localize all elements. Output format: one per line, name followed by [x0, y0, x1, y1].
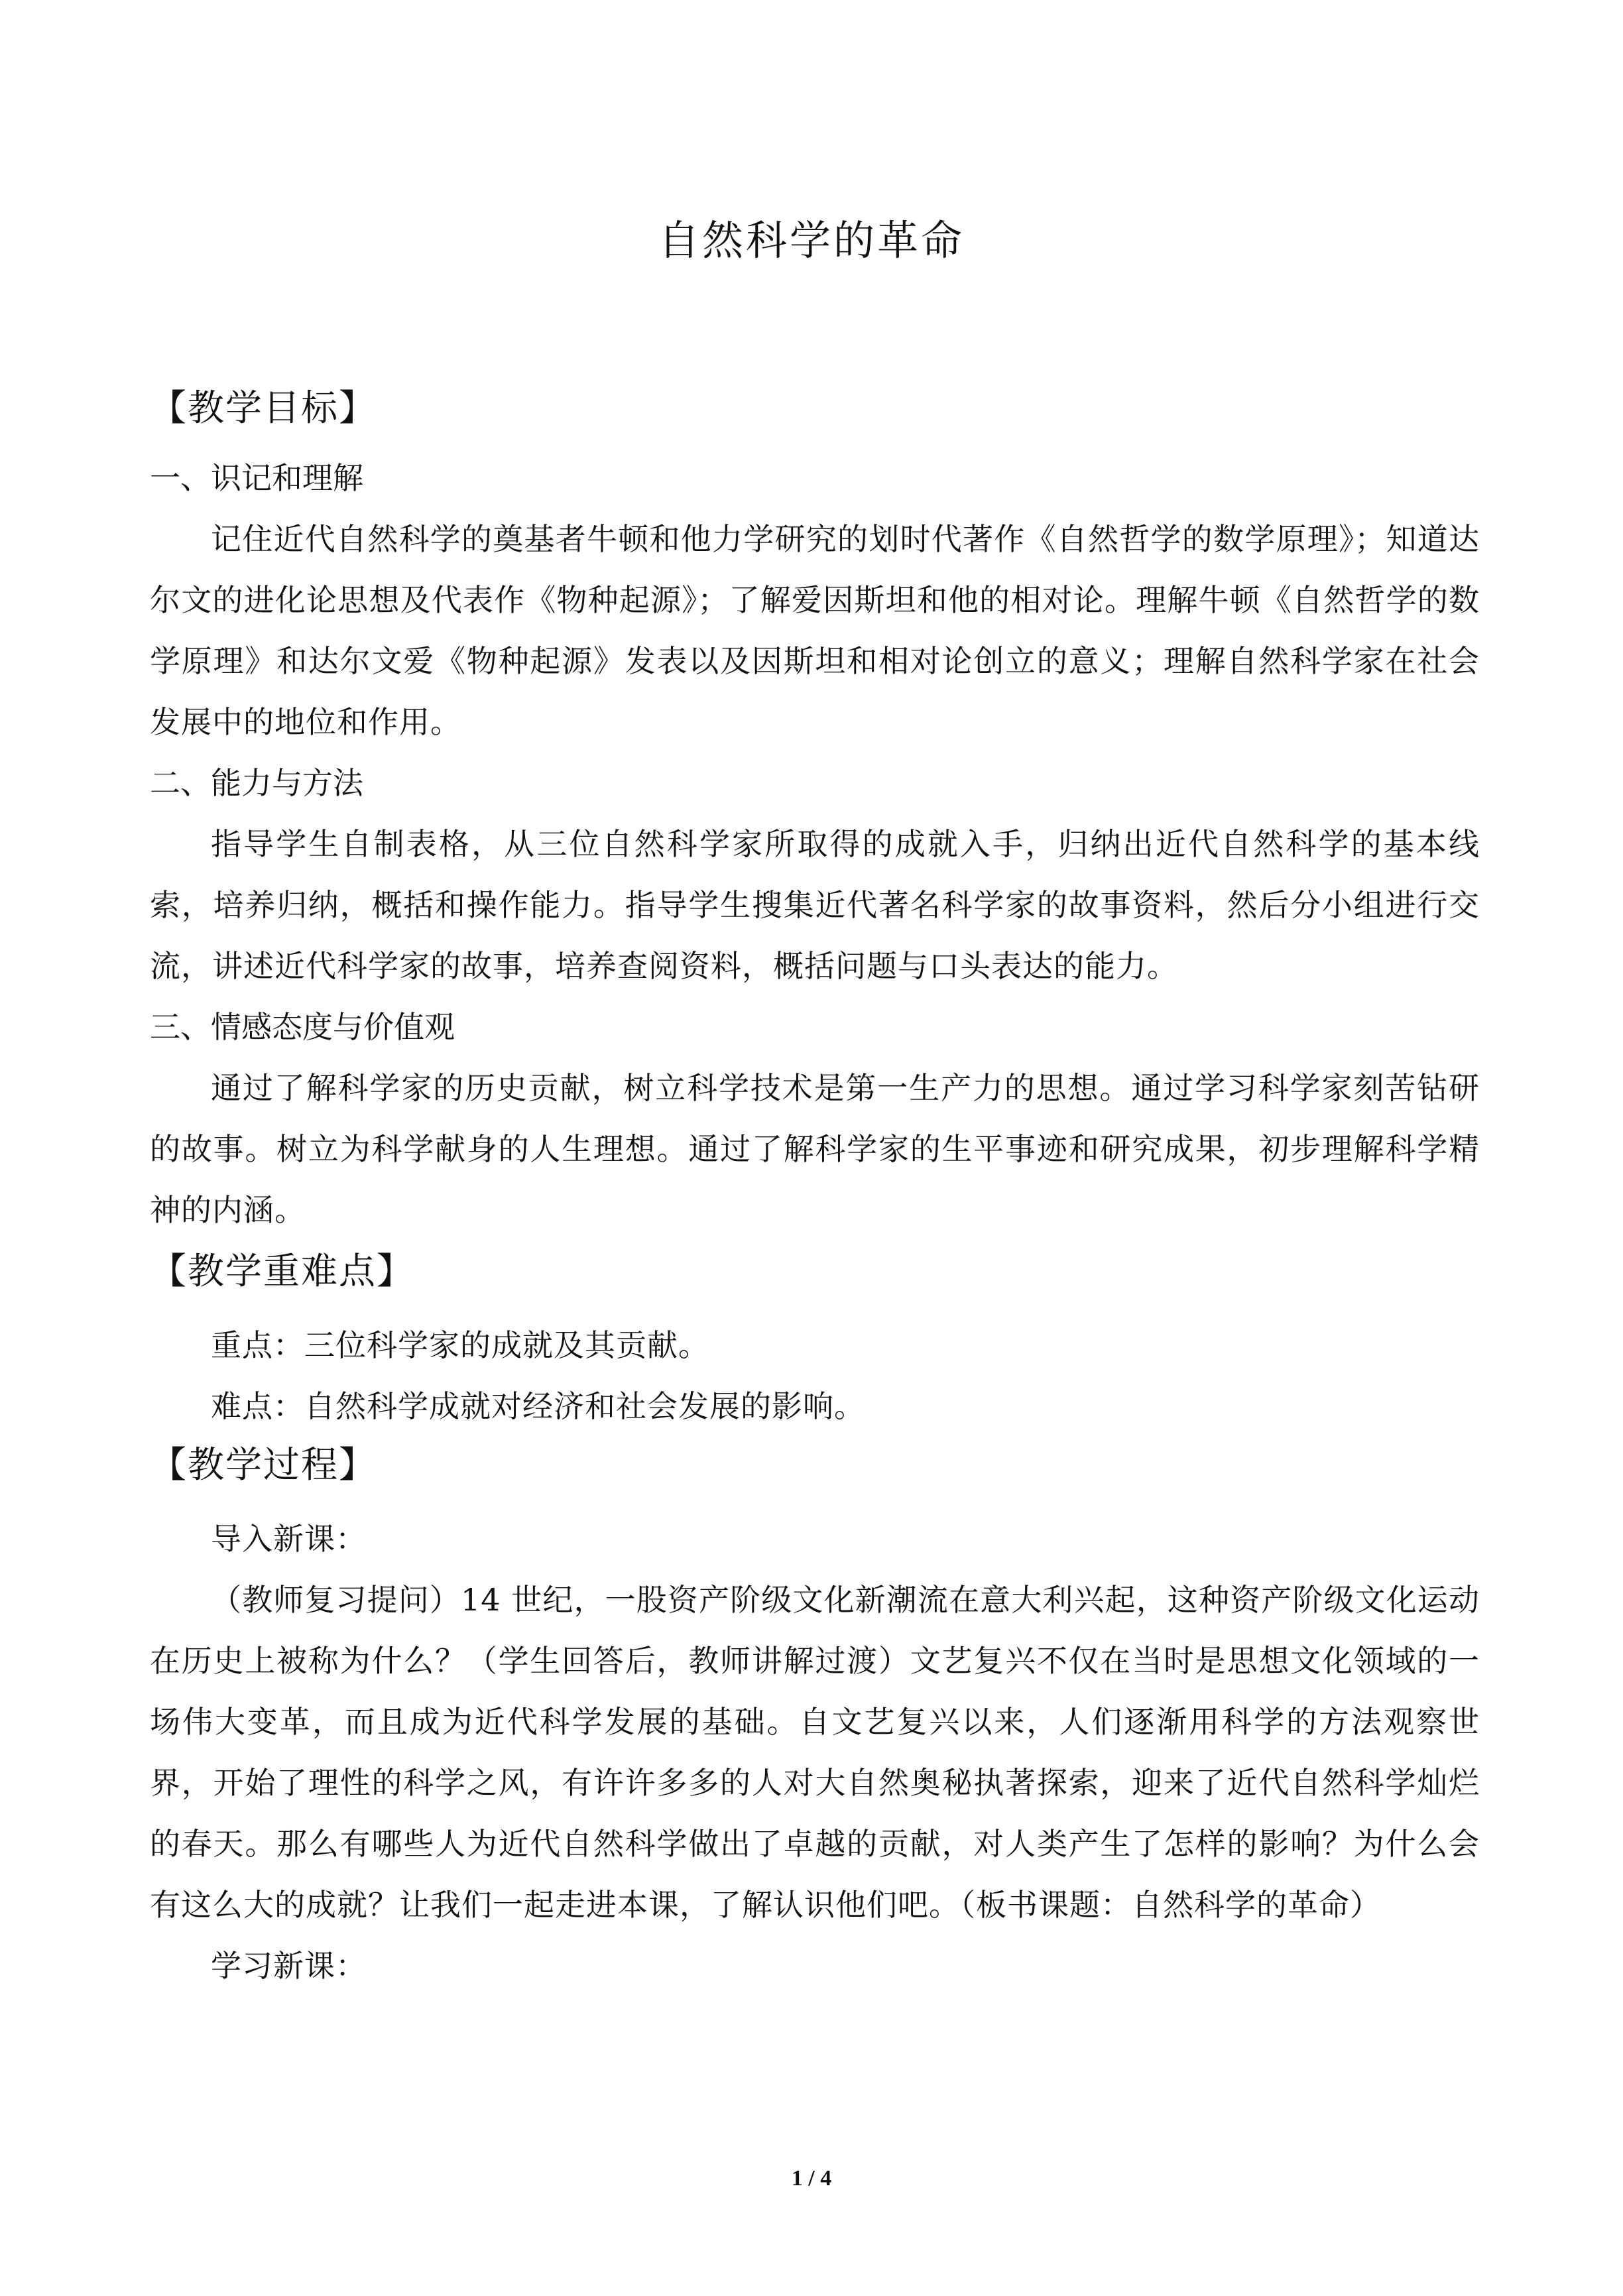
intro-label: 导入新课： — [211, 1521, 367, 1557]
objective-subheading-2: 二、能力与方法 — [150, 765, 363, 801]
objective-text-3: 通过了解科学家的历史贡献，树立科学技术是第一生产力的思想。通过学习科学家刻苦钻研的故事。树立为科学献身的人生理想。通过了解科学家的生平事迹和研究成果，初步理解科学精神的内涵。 — [150, 1070, 1480, 1228]
document-body — [150, 381, 1480, 1996]
page-number: 1 / 4 — [791, 2166, 832, 2191]
section-heading-objectives: 【教学目标】 — [150, 387, 377, 429]
new-lesson-label: 学习新课： — [211, 1948, 367, 1984]
section-heading-key-points: 【教学重难点】 — [150, 1250, 415, 1292]
objective-subheading-3: 三、情感态度与价值观 — [150, 1009, 455, 1045]
objective-text-2: 指导学生自制表格，从三位自然科学家所取得的成就入手，归纳出近代自然科学的基本线索，培养归纳，概括和操作能力。指导学生搜集近代著名科学家的故事资料，然后分小组进行交流，讲述近代科学家的故事，培养查阅资料，概括问题与口头表达的能力。 — [150, 826, 1480, 984]
key-point-text: 重点：三位科学家的成就及其贡献。 — [211, 1327, 709, 1363]
objective-subheading-1: 一、识记和理解 — [150, 460, 363, 496]
document-title: 自然科学的革命 — [658, 216, 965, 265]
objective-text-1: 记住近代自然科学的奠基者牛顿和他力学研究的划时代著作《自然哲学的数学原理》；知道达尔文的进化论思想及代表作《物种起源》；了解爱因斯坦和他的相对论。理解牛顿《自然哲学的数学原理》和达尔文爱《物种起源》发表以及因斯坦和相对论创立的意义；理解自然科学家在社会发展中的地位和作用。 — [150, 521, 1480, 740]
intro-text: （教师复习提问）14 世纪，一股资产阶级文化新潮流在意大利兴起，这种资产阶级文化运动在历史上被称为什么？（学生回答后，教师讲解过渡）文艺复兴不仅在当时是思想文化领域的一场伟大变革，而且成为近代科学发展的基础。自文艺复兴以来，人们逐渐用科学的方法观察世界，开始了理性的科学之风，有许许多多的人对大自然奥秘执著探索，迎来了近代自然科学灿烂的春天。那么有哪些人为近代自然科学做出了卓越的贡献，对人类产生了怎样的影响？为什么会有这么大的成就？让我们一起走进本课，了解认识他们吧。（板书课题：自然科学的革命） — [150, 1582, 1480, 1923]
section-heading-process: 【教学过程】 — [150, 1443, 377, 1486]
difficult-point-text: 难点：自然科学成就对经济和社会发展的影响。 — [211, 1388, 865, 1424]
